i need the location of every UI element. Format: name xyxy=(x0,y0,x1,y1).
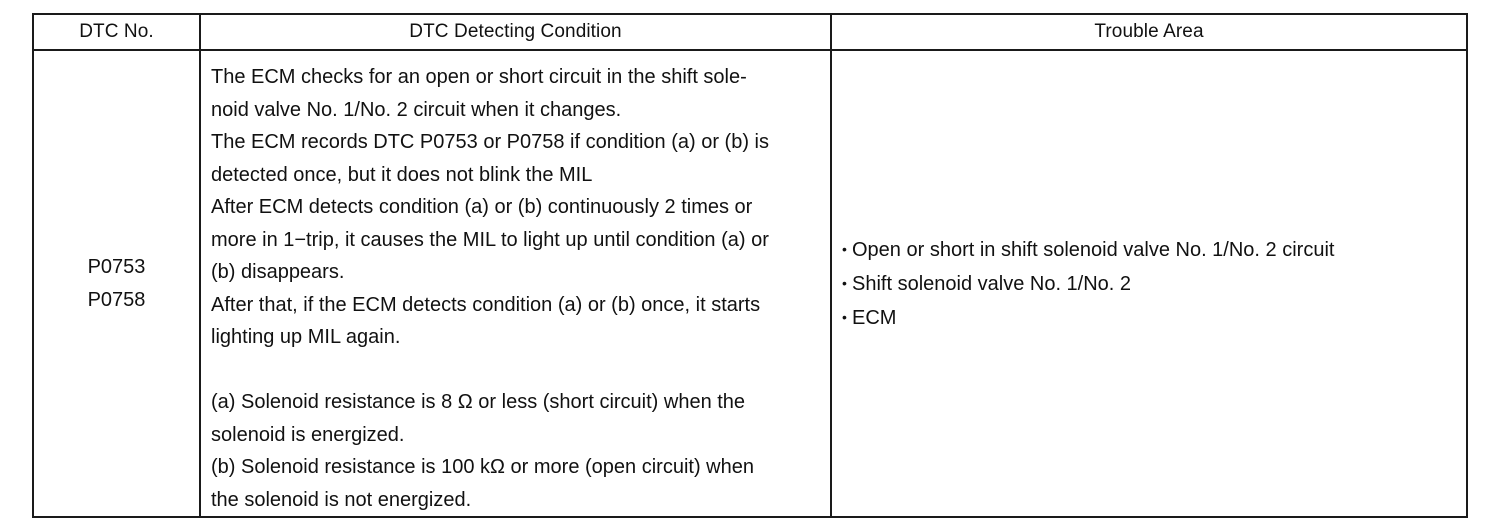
condition-text-line: (b) Solenoid resistance is 100 kΩ or more (open circuit) when xyxy=(211,456,754,478)
detecting-condition-cell xyxy=(200,50,831,517)
condition-text-line: the solenoid is not energized. xyxy=(211,488,472,511)
dtc-code: P0753 xyxy=(87,256,146,278)
condition-text-line: The ECM records DTC P0753 or P0758 if condition (a) or (b) is xyxy=(211,131,769,153)
bullet-icon: • xyxy=(842,308,847,325)
condition-text-line: The ECM checks for an open or short circuit in the shift sole- xyxy=(211,66,747,88)
header-detecting-condition: DTC Detecting Condition xyxy=(200,14,831,50)
trouble-area-item xyxy=(842,301,1456,335)
trouble-area-text: Shift solenoid valve No. 1/No. 2 xyxy=(852,272,1132,295)
condition-text-line: more in 1−trip, it causes the MIL to light up until condition (a) or xyxy=(211,228,769,251)
condition-text-line: noid valve No. 1/No. 2 circuit when it changes. xyxy=(211,98,622,121)
trouble-area-text: ECM xyxy=(852,306,897,329)
trouble-area-cell xyxy=(831,50,1467,517)
condition-text-line: solenoid is energized. xyxy=(211,423,405,446)
bullet-icon: • xyxy=(842,274,847,291)
dtc-table xyxy=(32,13,1468,518)
condition-text-line: After ECM detects condition (a) or (b) continuously 2 times or xyxy=(211,196,753,218)
table-header-row xyxy=(33,14,1467,50)
condition-text-line: detected once, but it does not blink the MIL xyxy=(211,163,593,186)
trouble-area-text: Open or short in shift solenoid valve No. 1/No. 2 circuit xyxy=(852,238,1335,261)
dtc-code-cell xyxy=(33,50,200,517)
paragraph-spacer xyxy=(211,354,822,387)
bullet-icon: • xyxy=(842,240,847,257)
condition-text-line: (a) Solenoid resistance is 8 Ω or less (short circuit) when the xyxy=(211,391,746,413)
dtc-code: P0758 xyxy=(87,288,146,311)
trouble-area-item xyxy=(842,267,1456,301)
condition-text-line: (b) disappears. xyxy=(211,261,345,283)
header-dtc-no: DTC No. xyxy=(33,14,200,50)
condition-text-line: lighting up MIL again. xyxy=(211,326,401,348)
condition-text-line: After that, if the ECM detects condition (a) or (b) once, it starts xyxy=(211,293,761,316)
trouble-area-item xyxy=(842,233,1456,267)
table-row xyxy=(33,50,1467,517)
header-trouble-area: Trouble Area xyxy=(831,14,1467,50)
